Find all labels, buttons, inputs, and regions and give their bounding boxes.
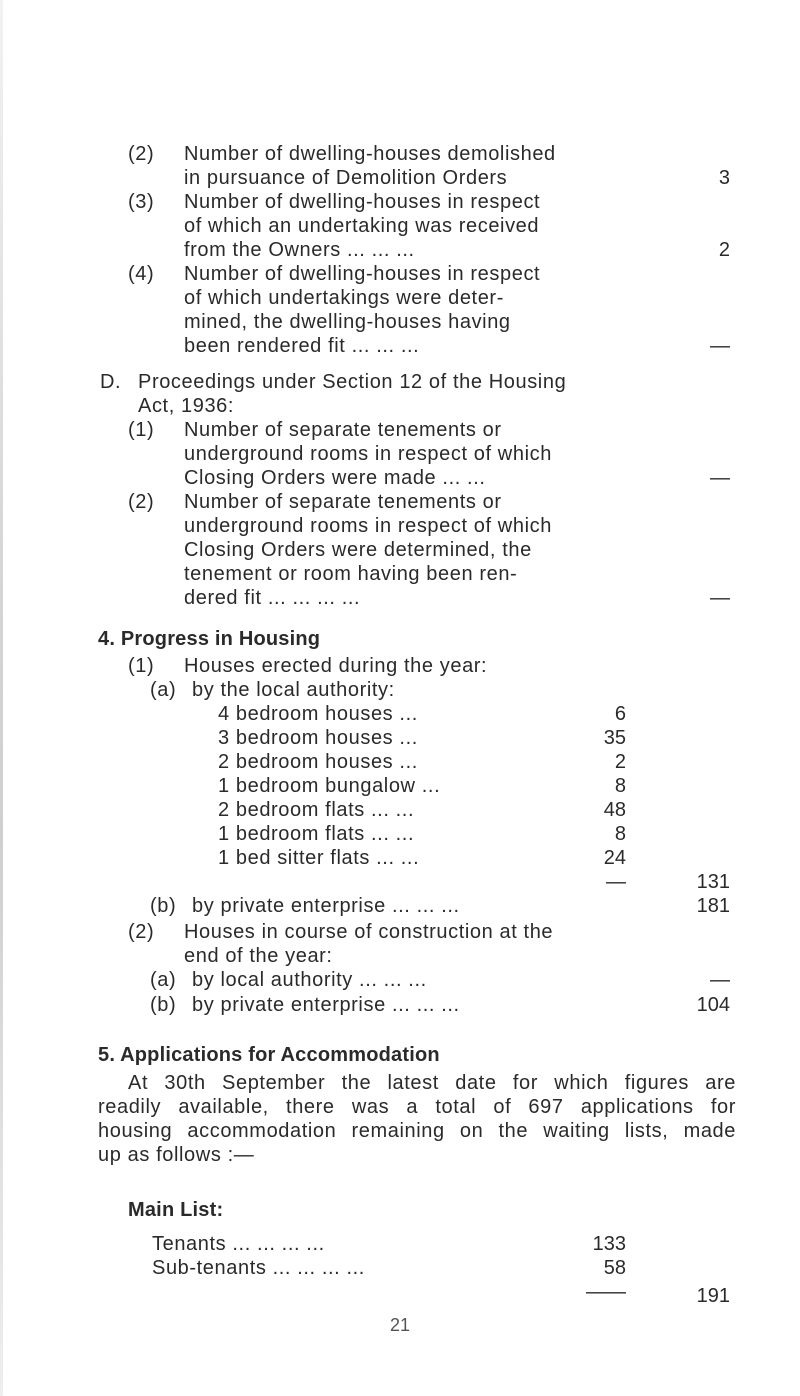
c-item-4-line-2: of which undertakings were deter- xyxy=(184,287,504,309)
bedroom-breakdown-label: 4 bedroom houses ... xyxy=(218,703,418,725)
bedroom-breakdown-value: 24 xyxy=(603,847,626,869)
main-list-total-dash: —— xyxy=(586,1281,626,1303)
c-item-4-line-3: mined, the dwelling-houses having xyxy=(184,311,511,333)
d-item-1-value: — xyxy=(710,467,730,489)
d-item-1-number: (1) xyxy=(128,419,155,441)
c-item-4-line-1: Number of dwelling-houses in respect xyxy=(184,263,541,285)
c-item-3-number: (3) xyxy=(128,191,155,213)
bedroom-breakdown-label: 1 bedroom bungalow ... xyxy=(218,775,441,797)
s4-item-2a-label: (a) xyxy=(150,969,177,991)
bedroom-breakdown-label: 2 bedroom flats ... ... xyxy=(218,799,415,821)
s4-item-1-label: (1) xyxy=(128,655,155,677)
d-item-1-line-2: underground rooms in respect of which xyxy=(184,443,552,465)
c-item-4-value: — xyxy=(710,335,730,357)
s4-item-1-text: Houses erected during the year: xyxy=(184,655,488,677)
s5-para-line-1: At 30th September the latest date for which figures are xyxy=(128,1072,736,1094)
s4-item-1b-text: by private enterprise ... ... ... xyxy=(192,895,460,917)
s4-item-2a-value: — xyxy=(710,969,730,991)
d-item-2-line-5: dered fit ... ... ... ... xyxy=(184,587,361,609)
bedroom-breakdown-value: 48 xyxy=(603,799,626,821)
main-list-row-subtenants-label: Sub-tenants ... ... ... ... xyxy=(152,1257,365,1279)
d-letter: D. xyxy=(100,371,122,393)
bedroom-breakdown-label: 1 bedroom flats ... ... xyxy=(218,823,415,845)
s4-item-2b-label: (b) xyxy=(150,994,177,1016)
page-edge-shadow xyxy=(0,0,3,1396)
c-item-3-value: 2 xyxy=(718,239,730,261)
d-title-line-2: Act, 1936: xyxy=(138,395,235,417)
main-list-row-subtenants-value: 58 xyxy=(603,1257,626,1279)
d-item-2-value: — xyxy=(710,587,730,609)
main-list-row-tenants-value: 133 xyxy=(592,1233,626,1255)
s4-item-2-label: (2) xyxy=(128,921,155,943)
c-item-2-number: (2) xyxy=(128,143,155,165)
s5-para-line-3: housing accommodation remaining on the waiting lists, made xyxy=(98,1120,736,1142)
c-item-4-line-4: been rendered fit ... ... ... xyxy=(184,335,420,357)
s4-item-2-line-1: Houses in course of construction at the xyxy=(184,921,554,943)
bedroom-breakdown-label: 1 bed sitter flats ... ... xyxy=(218,847,420,869)
bedroom-breakdown-value: 8 xyxy=(614,775,626,797)
d-item-2-number: (2) xyxy=(128,491,155,513)
bedroom-breakdown-value: 8 xyxy=(614,823,626,845)
c-item-2-line-1: Number of dwelling-houses demolished xyxy=(184,143,556,165)
bedroom-breakdown-value: 35 xyxy=(603,727,626,749)
s4-item-2b-value: 104 xyxy=(696,994,730,1016)
s4-item-1a-label: (a) xyxy=(150,679,177,701)
main-list-heading: Main List: xyxy=(128,1199,224,1221)
c-item-4-number: (4) xyxy=(128,263,155,285)
s4-subtotal-value: 131 xyxy=(696,871,730,893)
d-item-1-line-1: Number of separate tenements or xyxy=(184,419,502,441)
main-list-row-tenants-label: Tenants ... ... ... ... xyxy=(152,1233,325,1255)
d-item-2-line-4: tenement or room having been ren- xyxy=(184,563,518,585)
s5-para-line-2: readily available, there was a total of 697 applications for xyxy=(98,1096,736,1118)
c-item-3-line-2: of which an undertaking was received xyxy=(184,215,540,237)
c-item-3-line-3: from the Owners ... ... ... xyxy=(184,239,415,261)
c-item-3-line-1: Number of dwelling-houses in respect xyxy=(184,191,541,213)
section-4-heading: 4. Progress in Housing xyxy=(98,628,321,650)
bedroom-breakdown-value: 6 xyxy=(614,703,626,725)
c-item-2-line-2: in pursuance of Demolition Orders xyxy=(184,167,508,189)
s4-item-2a-text: by local authority ... ... ... xyxy=(192,969,427,991)
section-5-heading: 5. Applications for Accommodation xyxy=(98,1044,440,1066)
s4-item-2b-text: by private enterprise ... ... ... xyxy=(192,994,460,1016)
bedroom-breakdown-label: 3 bedroom houses ... xyxy=(218,727,418,749)
bedroom-breakdown-value: 2 xyxy=(614,751,626,773)
s4-item-1b-label: (b) xyxy=(150,895,177,917)
c-item-2-value: 3 xyxy=(718,167,730,189)
d-title-line-1: Proceedings under Section 12 of the Housing xyxy=(138,371,567,393)
s4-item-2-line-2: end of the year: xyxy=(184,945,333,967)
d-item-1-line-3: Closing Orders were made ... ... xyxy=(184,467,486,489)
s4-subtotal-dash: — xyxy=(606,871,626,893)
s4-item-1b-value: 181 xyxy=(696,895,730,917)
d-item-2-line-1: Number of separate tenements or xyxy=(184,491,502,513)
s5-para-line-4: up as follows :— xyxy=(98,1144,255,1166)
page-number: 21 xyxy=(389,1315,411,1335)
bedroom-breakdown-label: 2 bedroom houses ... xyxy=(218,751,418,773)
s4-item-1a-text: by the local authority: xyxy=(192,679,395,701)
d-item-2-line-2: underground rooms in respect of which xyxy=(184,515,552,537)
d-item-2-line-3: Closing Orders were determined, the xyxy=(184,539,532,561)
main-list-total-value: 191 xyxy=(696,1285,730,1307)
